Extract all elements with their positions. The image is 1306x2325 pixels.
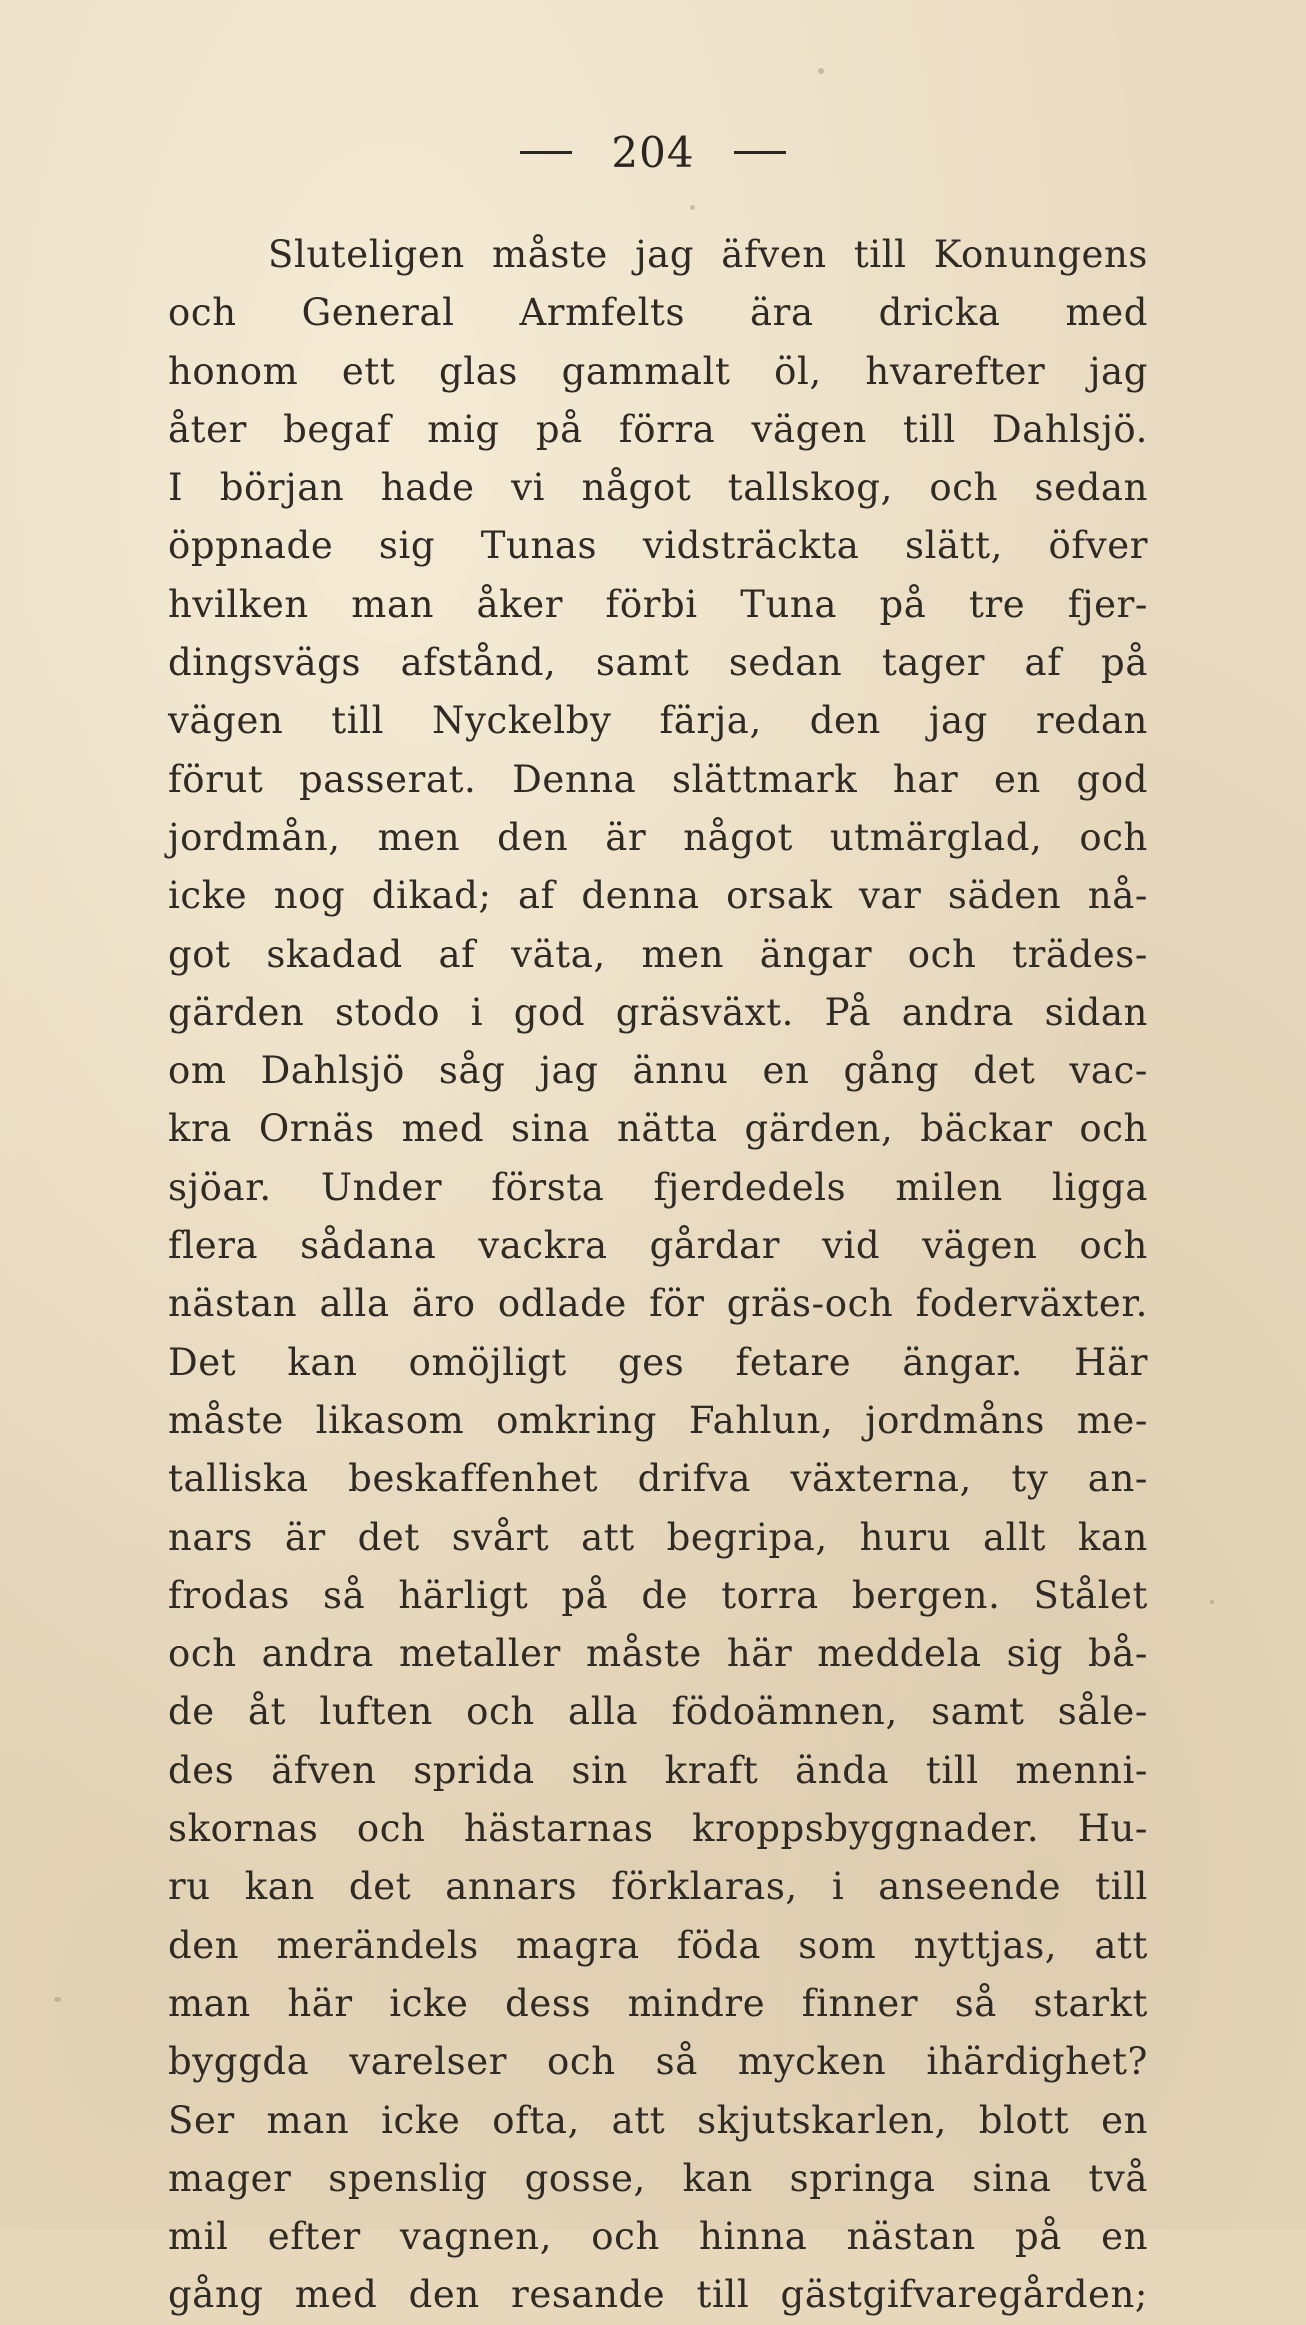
text-line: om Dahlsjö såg jag ännu en gång det vac- (168, 1049, 1148, 1093)
text-line: Sluteligen måste jag äfven till Konungens (268, 233, 1148, 276)
text-line: icke nog dikad; af denna orsak var säden nå- (168, 874, 1148, 918)
text-line: åter begaf mig på förra vägen till Dahlsjö. (168, 407, 1148, 451)
text-line: nästan alla äro odlade för gräs-och foderväxter. (168, 1282, 1148, 1326)
text-line: gång med den resande till gästgifvaregården; (168, 2273, 1148, 2317)
text-line: talliska beskaffenhet drifva växterna, ty an- (168, 1457, 1148, 1501)
text-line: sjöar. Under första fjerdedels milen ligga (168, 1165, 1148, 1209)
text-line: got skadad af väta, men ängar och trädes- (168, 932, 1148, 976)
page-number: 204 (611, 128, 695, 177)
paper-speck (1210, 1600, 1214, 1604)
text-line: vägen till Nyckelby färja, den jag redan (168, 699, 1148, 743)
header-dash-right (734, 151, 786, 154)
text-line: man här icke dess mindre finner så starkt (168, 1981, 1148, 2025)
text-line: nars är det svårt att begripa, huru allt kan (168, 1515, 1148, 1559)
text-line: de åt luften och alla födoämnen, samt såle- (168, 1690, 1148, 1734)
text-line: Det kan omöjligt ges fetare ängar. Här (168, 1340, 1148, 1384)
text-line: ru kan det annars förklaras, i anseende till (168, 1865, 1148, 1909)
text-line: gärden stodo i god gräsväxt. På andra sidan (168, 990, 1148, 1034)
text-line: jordmån, men den är något utmärglad, och (168, 815, 1148, 859)
text-line: och General Armfelts ära dricka med (168, 291, 1148, 335)
text-line: måste likasom omkring Fahlun, jordmåns me- (168, 1398, 1148, 1442)
text-line: och andra metaller måste här meddela sig bå- (168, 1632, 1148, 1676)
text-line: I början hade vi något tallskog, och sedan (168, 466, 1148, 510)
text-line: byggda varelser och så mycken ihärdighet? (168, 2040, 1148, 2084)
text-line: honom ett glas gammalt öl, hvarefter jag (168, 349, 1148, 393)
paper-speck (690, 205, 695, 210)
paper-speck (54, 1997, 61, 2002)
text-line: kra Ornäs med sina nätta gärden, bäckar och (168, 1107, 1148, 1151)
text-line: mil efter vagnen, och hinna nästan på en (168, 2215, 1148, 2259)
text-line: skornas och hästarnas kroppsbyggnader. Hu- (168, 1807, 1148, 1851)
text-line: mager spenslig gosse, kan springa sina två (168, 2156, 1148, 2200)
header-dash-left (520, 151, 572, 154)
text-line: förut passerat. Denna slättmark har en god (168, 757, 1148, 801)
text-line: frodas så härligt på de torra bergen. Stålet (168, 1573, 1148, 1617)
text-line: des äfven sprida sin kraft ända till menni- (168, 1748, 1148, 1792)
page-header (0, 128, 1306, 177)
text-line: den merändels magra föda som nyttjas, att (168, 1923, 1148, 1967)
paper-speck (818, 68, 824, 74)
text-line: Ser man icke ofta, att skjutskarlen, blott en (168, 2098, 1148, 2142)
text-line: hvilken man åker förbi Tuna på tre fjer- (168, 582, 1148, 626)
text-line: dingsvägs afstånd, samt sedan tager af på (168, 641, 1148, 685)
text-line: öppnade sig Tunas vidsträckta slätt, öfver (168, 524, 1148, 568)
text-line: flera sådana vackra gårdar vid vägen och (168, 1224, 1148, 1268)
body-text (168, 226, 1148, 2325)
